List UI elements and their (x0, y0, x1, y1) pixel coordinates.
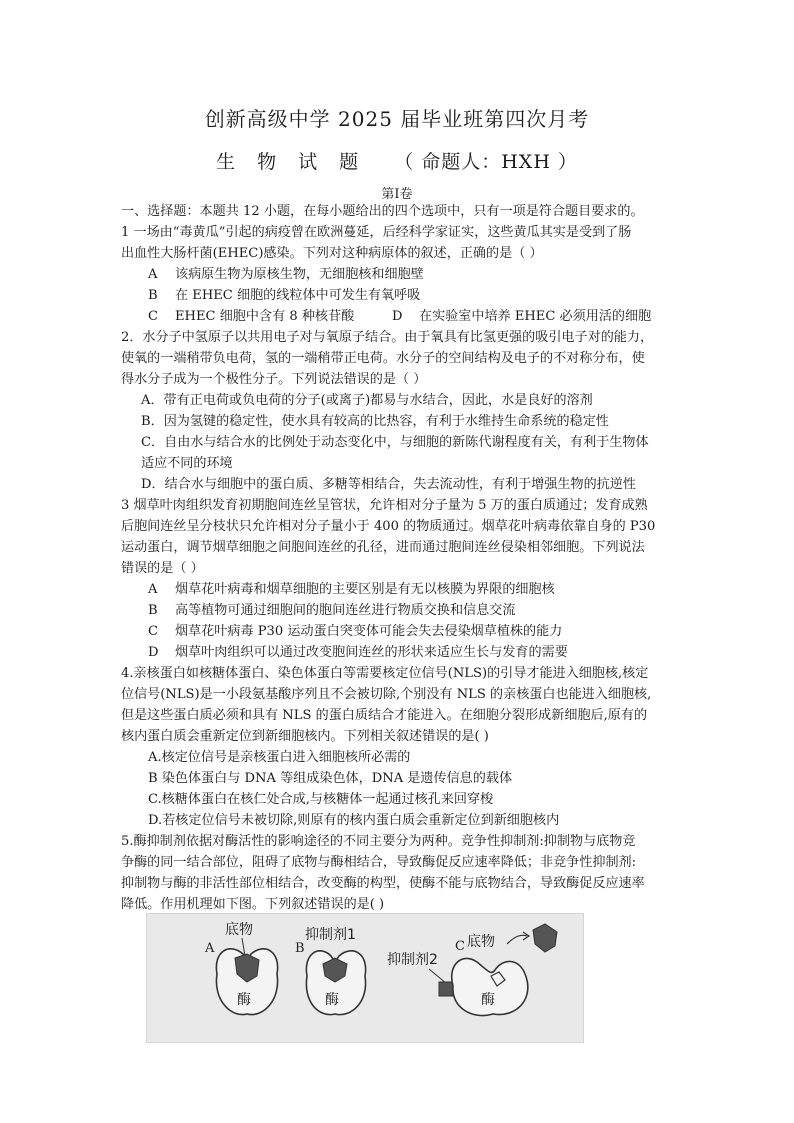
author-note: （ 命题人：HXH ） (394, 151, 578, 173)
q3-stem-line: 运动蛋白，调节烟草细胞之间胞间连丝的孔径，进而通过胞间连丝侵染相邻细胞。下列说法 (121, 540, 645, 555)
q1-option-c (148, 309, 354, 325)
option-text: 在实验室中培养 EHEC 必须用活的细胞 (419, 309, 652, 324)
panel-a-letter: A (205, 941, 215, 956)
option-label: B (148, 603, 158, 618)
q4-stem-line: 位信号(NLS)是一小段氨基酸序列且不会被切除,个别没有 NLS 的亲核蛋白也能进入细胞核, (121, 687, 652, 702)
q4-stem-line: 核内蛋白质会重新定位到新细胞核内。下列相关叙述错误的是( ) (121, 729, 489, 744)
panel-b-enzyme-label: 酶 (325, 992, 339, 1008)
q4-option-b: B 染色体蛋白与 DNA 等组成染色体，DNA 是遗传信息的载体 (148, 771, 513, 786)
q1-stem-line: 出血性大肠杆菌(EHEC)感染。下列对这种病原体的叙述，正确的是（ ） (121, 246, 543, 261)
exam-title: 创新高级中学 2025 届毕业班第四次月考 (204, 107, 590, 131)
option-label: A (148, 582, 158, 597)
exam-subtitle (0, 147, 794, 174)
q4-option-d: D.若核定位信号未被切除,则原有的核内蛋白质会重新定位到新细胞核内 (148, 813, 560, 828)
panel-c-enzyme-label: 酶 (481, 992, 495, 1008)
q2-option-d: D．结合水与细胞中的蛋白质、多糖等相结合，失去流动性，有利于增强生物的抗逆性 (141, 477, 636, 492)
q3-stem-line: 后胞间连丝呈分枝状只允许相对分子量小于 400 的物质通过。烟草花叶病毒依靠自身的 P30 (121, 519, 656, 534)
q3-option-d (148, 645, 568, 661)
q1-option-d (392, 309, 651, 325)
q2-option-a: A．带有正电荷或负电荷的分子(或离子)都易与水结合，因此，水是良好的溶剂 (141, 393, 593, 408)
option-label: C (148, 309, 159, 324)
option-text: 高等植物可通过细胞间的胞间连丝进行物质交换和信息交流 (175, 603, 516, 618)
panel-c-inhibitor-label: 抑制剂2 (387, 952, 438, 968)
q4-option-c: C.核糖体蛋白在核仁处合成,与核糖体一起通过核孔来回穿梭 (148, 792, 494, 807)
panel-b-inhibitor-label: 抑制剂1 (305, 927, 356, 943)
q3-stem-line: 错误的是（ ） (121, 561, 204, 576)
option-text: 烟草叶肉组织可以通过改变胞间连丝的形状来适应生长与发育的需要 (175, 645, 568, 660)
volume-label: 第Ⅰ卷 (381, 187, 413, 202)
q2-stem-line: 使氧的一端稍带负电荷，氢的一端稍带正电荷。水分子的空间结构及电子的不对称分布，使 (121, 351, 645, 366)
option-label: B (148, 288, 158, 303)
q1-stem-line: 1 一场由“毒黄瓜”引起的病疫曾在欧洲蔓延，后经科学家证实，这些黄瓜其实是受到了肠 (121, 225, 632, 240)
enzyme-diagram (147, 914, 583, 1042)
option-text: 在 EHEC 细胞的线粒体中可发生有氧呼吸 (175, 288, 421, 303)
q4-stem-line: 4.亲核蛋白如核糖体蛋白、染色体蛋白等需要核定位信号(NLS)的引导才能进入细胞核,核定 (121, 666, 649, 681)
option-label: D (392, 309, 403, 324)
q3-option-b (148, 603, 515, 619)
panel-c-inhibitor-shape (439, 982, 453, 996)
panel-a-enzyme-label: 酶 (237, 992, 251, 1008)
q2-option-b: B．因为氢键的稳定性，使水具有较高的比热容，有利于水维持生命系统的稳定性 (141, 414, 609, 429)
option-label: A (148, 267, 158, 282)
option-label: D (148, 645, 159, 660)
panel-c-letter: C (455, 939, 465, 954)
q2-stem-line: 2．水分子中氢原子以共用电子对与氧原子结合。由于氧具有比氢更强的吸引电子对的能力， (121, 330, 654, 345)
q2-stem-line: 得水分子成为一个极性分子。下列说法错误的是（ ） (121, 372, 427, 387)
q1-option-b (148, 288, 420, 304)
q2-option-c: C．自由水与结合水的比例处于动态变化中，与细胞的新陈代谢程度有关，有利于生物体 (141, 435, 649, 450)
option-label: C (148, 624, 159, 639)
q5-stem-line: 争酶的同一结合部位，阻碍了底物与酶相结合，导致酶促反应速率降低；非竞争性抑制剂: (121, 855, 637, 870)
panel-b (295, 926, 366, 1015)
panel-c-substrate-label: 底物 (467, 934, 495, 950)
option-text: 烟草花叶病毒 P30 运动蛋白突变体可能会失去侵染烟草植株的能力 (175, 624, 563, 639)
panel-b-letter: B (295, 941, 305, 956)
panel-a-substrate-label: 底物 (225, 922, 253, 938)
q3-option-a (148, 582, 555, 598)
q2-option-c-cont: 适应不同的环境 (141, 456, 233, 471)
q5-stem-line: 抑制物与酶的非活性部位相结合，改变酶的构型，使酶不能与底物结合，导致酶促反应速率 (121, 876, 645, 891)
enzyme-inhibition-figure (146, 913, 584, 1043)
q5-stem-line: 降低。作用机理如下图。下列叙述错误的是( ) (121, 897, 385, 912)
option-text: 该病原生物为原核生物，无细胞核和细胞壁 (175, 267, 424, 282)
q5-stem-line: 5.酶抑制剂依据对酶活性的影响途径的不同主要分为两种。竞争性抑制剂:抑制物与底物竞 (121, 834, 636, 849)
panel-a (204, 921, 278, 1015)
subject-name: 生 物 试 题 (216, 151, 367, 173)
q3-stem-line: 3 烟草叶肉组织发育初期胞间连丝呈管状，允许相对分子量为 5 万的蛋白质通过；发育成熟 (121, 498, 648, 513)
q4-option-a: A.核定位信号是亲核蛋白进入细胞核所必需的 (148, 750, 411, 765)
q3-option-c (148, 624, 562, 640)
q1-option-a (148, 267, 424, 283)
section-heading: 一、选择题：本题共 12 小题，在每小题给出的四个选项中，只有一项是符合题目要求的。 (121, 204, 644, 219)
panel-c (387, 924, 557, 1016)
q4-stem-line: 但是这些蛋白质必须和具有 NLS 的蛋白质结合才能进入。在细胞分裂形成新细胞后,原有的 (121, 708, 648, 723)
option-text: 烟草花叶病毒和烟草细胞的主要区别是有无以核膜为界限的细胞核 (175, 582, 555, 597)
panel-c-substrate-shape (533, 924, 557, 952)
option-text: EHEC 细胞中含有 8 种核苷酸 (175, 309, 355, 324)
